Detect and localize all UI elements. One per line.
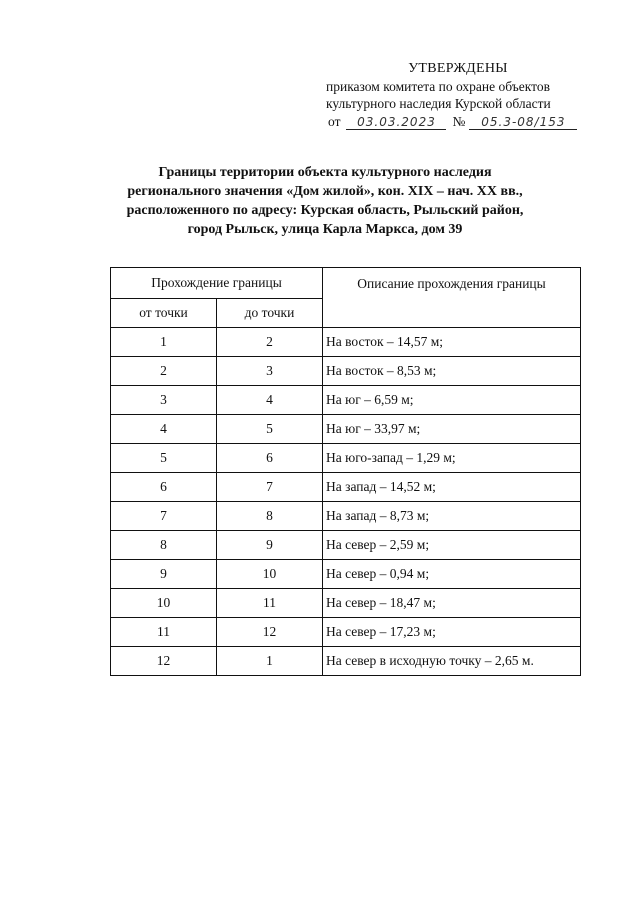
cell-description: На юг – 6,59 м; [323, 386, 581, 415]
cell-to: 5 [217, 415, 323, 444]
cell-from: 6 [111, 473, 217, 502]
cell-from: 11 [111, 618, 217, 647]
order-date: 03.03.2023 [346, 116, 446, 130]
cell-description: На восток – 8,53 м; [323, 357, 581, 386]
cell-from: 9 [111, 560, 217, 589]
cell-from: 4 [111, 415, 217, 444]
header-to: до точки [217, 299, 323, 328]
from-label: от [328, 113, 341, 129]
title-line-1: Границы территории объекта культурного наследия [158, 165, 492, 180]
document-title [110, 163, 540, 239]
cell-to: 1 [217, 647, 323, 676]
number-label: № [452, 113, 466, 129]
cell-to: 7 [217, 473, 323, 502]
table-row [111, 531, 581, 560]
cell-description: На север – 0,94 м; [323, 560, 581, 589]
order-number: 05.3-08/153 [469, 116, 577, 130]
table-row [111, 444, 581, 473]
cell-description: На север в исходную точку – 2,65 м. [323, 647, 581, 676]
table-row [111, 589, 581, 618]
cell-description: На юго-запад – 1,29 м; [323, 444, 581, 473]
table-row [111, 647, 581, 676]
table-row [111, 473, 581, 502]
approval-block [318, 60, 588, 130]
cell-description: На запад – 14,52 м; [323, 473, 581, 502]
table-row [111, 560, 581, 589]
approval-line-1: приказом комитета по охране объектов [326, 78, 550, 94]
approval-heading: УТВЕРЖДЕНЫ [408, 61, 508, 76]
cell-from: 1 [111, 328, 217, 357]
title-line-4: город Рыльск, улица Карла Маркса, дом 39 [187, 222, 463, 237]
cell-description: На север – 17,23 м; [323, 618, 581, 647]
table-row [111, 357, 581, 386]
table-body [111, 328, 581, 676]
cell-description: На восток – 14,57 м; [323, 328, 581, 357]
cell-from: 12 [111, 647, 217, 676]
cell-to: 9 [217, 531, 323, 560]
header-description: Описание прохождения границы [323, 268, 581, 328]
cell-from: 2 [111, 357, 217, 386]
cell-to: 2 [217, 328, 323, 357]
order-reference [318, 113, 588, 131]
cell-description: На запад – 8,73 м; [323, 502, 581, 531]
cell-to: 12 [217, 618, 323, 647]
cell-to: 10 [217, 560, 323, 589]
table-row [111, 415, 581, 444]
table-row [111, 618, 581, 647]
cell-from: 10 [111, 589, 217, 618]
header-from: от точки [111, 299, 217, 328]
title-line-2: регионального значения «Дом жилой», кон. XIX – нач. XX вв., [127, 184, 523, 199]
cell-description: На север – 18,47 м; [323, 589, 581, 618]
boundary-table [110, 267, 581, 676]
cell-to: 3 [217, 357, 323, 386]
table-row [111, 502, 581, 531]
table-row [111, 386, 581, 415]
cell-from: 3 [111, 386, 217, 415]
cell-description: На север – 2,59 м; [323, 531, 581, 560]
table-row [111, 328, 581, 357]
title-line-3: расположенного по адресу: Курская область, Рыльский район, [126, 203, 524, 218]
cell-from: 5 [111, 444, 217, 473]
cell-to: 11 [217, 589, 323, 618]
cell-to: 4 [217, 386, 323, 415]
cell-from: 8 [111, 531, 217, 560]
cell-to: 6 [217, 444, 323, 473]
approval-line-2: культурного наследия Курской области [326, 96, 551, 111]
header-passage: Прохождение границы [111, 268, 323, 299]
cell-to: 8 [217, 502, 323, 531]
cell-description: На юг – 33,97 м; [323, 415, 581, 444]
cell-from: 7 [111, 502, 217, 531]
